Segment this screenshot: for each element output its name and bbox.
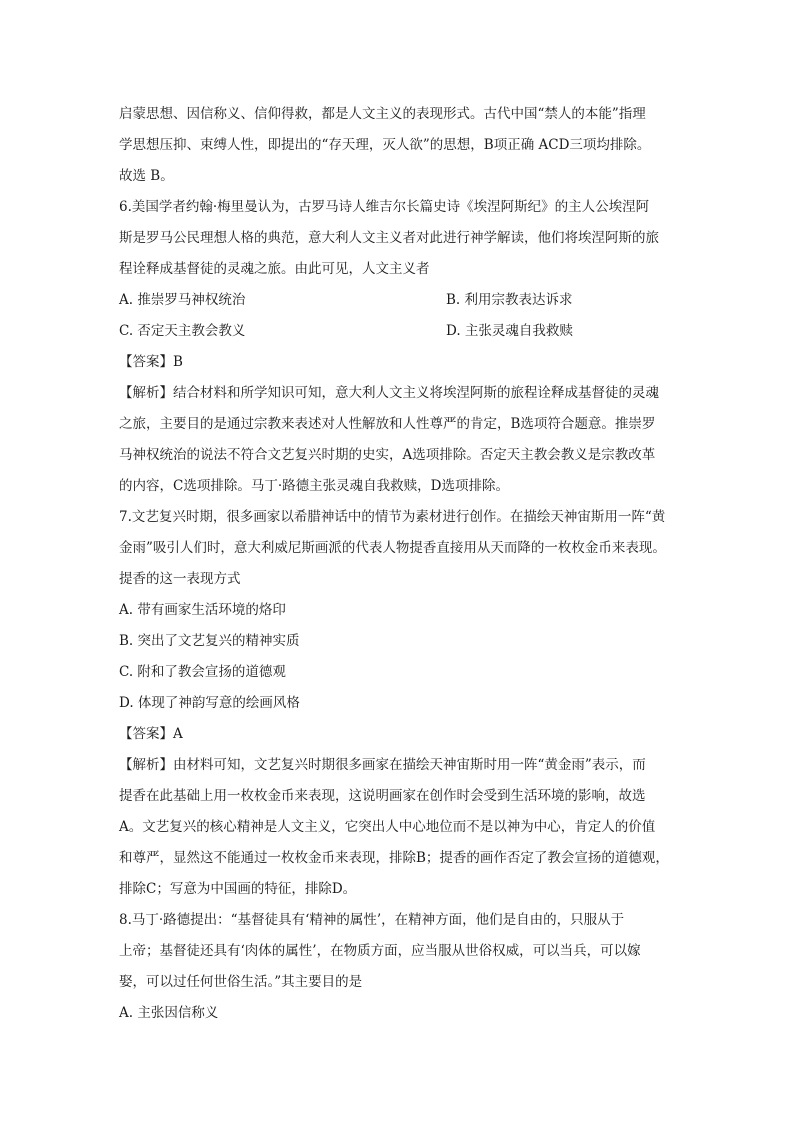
- q7-stem-line-3: 提香的这一表现方式: [119, 571, 241, 587]
- q6-option-c: C. 否定天主教会教义: [119, 323, 246, 339]
- q8-option-a: A. 主张因信称义: [119, 1005, 219, 1021]
- q5-explanation-line-3: 故选 B。: [119, 168, 174, 184]
- q7-option-d: D. 体现了神韵写意的绘画风格: [119, 695, 300, 711]
- q6-explanation-line-2: 之旅，主要目的是通过宗教来表述对人性解放和人性尊严的肯定，B选项符合题意。推崇罗: [119, 416, 656, 432]
- q6-explanation-line-3: 马神权统治的说法不符合文艺复兴时期的史实，A选项排除。否定天主教会教义是宗教改革: [119, 447, 656, 463]
- q7-option-a: A. 带有画家生活环境的烙印: [119, 602, 286, 618]
- q6-option-a: A. 推崇罗马神权统治: [119, 292, 246, 308]
- q7-stem-line-1: 7.文艺复兴时期，很多画家以希腊神话中的情节为素材进行创作。在描绘天神宙斯用一阵“黄: [119, 509, 666, 525]
- q7-option-b: B. 突出了文艺复兴的精神实质: [119, 633, 300, 649]
- q6-stem-line-1: 6.美国学者约翰·梅里曼认为，古罗马诗人维吉尔长篇史诗《埃涅阿斯纪》的主人公埃涅阿: [119, 199, 650, 215]
- q7-explanation-line-4: 和尊严，显然这不能通过一枚枚金币来表现，排除B；提香的画作否定了教会宣扬的道德观，: [119, 850, 669, 866]
- q7-explanation-line-3: A。文艺复兴的核心精神是人文主义，它突出人中心地位而不是以神为中心，肯定人的价值: [119, 819, 656, 835]
- q7-explanation-line-2: 提香在此基础上用一枚枚金币来表现，这说明画家在创作时会受到生活环境的影响，故选: [119, 788, 646, 804]
- q5-explanation-line-2: 学思想压抑、束缚人性，即提出的“存天理，灭人欲”的思想，B项正确 ACD三项均排除。: [119, 137, 651, 153]
- q6-option-d: D. 主张灵魂自我救赎: [446, 323, 573, 339]
- q6-stem-line-2: 斯是罗马公民理想人格的典范，意大利人文主义者对此进行神学解读，他们将埃涅阿斯的旅: [119, 230, 659, 246]
- q6-option-b: B. 利用宗教表达诉求: [446, 292, 573, 308]
- q7-explanation-line-5: 排除C；写意为中国画的特征，排除D。: [119, 881, 357, 897]
- q6-stem-line-3: 程诠释成基督徒的灵魂之旅。由此可见，人文主义者: [119, 261, 430, 277]
- q6-answer: 【答案】B: [119, 354, 183, 370]
- q6-explanation-line-1: 【解析】结合材料和所学知识可知，意大利人文主义将埃涅阿斯的旅程诠释成基督徒的灵魂: [119, 385, 659, 401]
- q6-explanation-line-4: 的内容，C选项排除。马丁·路德主张灵魂自我救赎，D选项排除。: [119, 478, 509, 494]
- q7-explanation-line-1: 【解析】由材料可知，文艺复兴时期很多画家在描绘天神宙斯时用一阵“黄金雨”表示，而: [119, 757, 646, 773]
- q8-stem-line-1: 8.马丁·路德提出：“基督徒具有‘精神的属性’，在精神方面，他们是自由的，只服从于: [119, 912, 625, 928]
- q5-explanation-line-1: 启蒙思想、因信称义、信仰得救，都是人文主义的表现形式。古代中国“禁人的本能”指理: [119, 106, 646, 122]
- q8-stem-line-3: 娶，可以过任何世俗生活。”其主要目的是: [119, 974, 363, 990]
- q7-option-c: C. 附和了教会宣扬的道德观: [119, 664, 286, 680]
- q8-stem-line-2: 上帝；基督徒还具有‘肉体的属性’，在物质方面，应当服从世俗权威，可以当兵，可以嫁: [119, 943, 641, 959]
- q7-answer: 【答案】A: [119, 726, 183, 742]
- q7-stem-line-2: 金雨”吸引人们时，意大利威尼斯画派的代表人物提香直接用从天而降的一枚枚金币来表现。: [119, 540, 666, 556]
